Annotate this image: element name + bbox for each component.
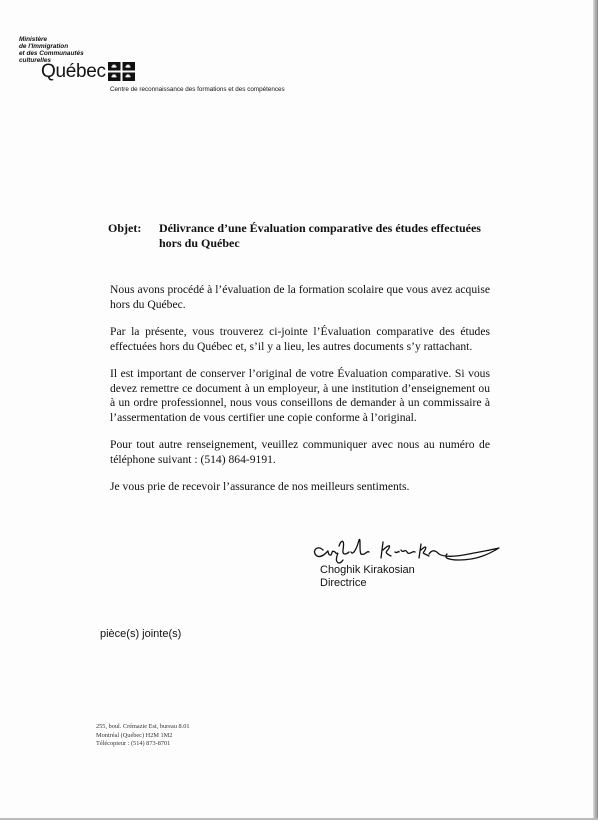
quebec-wordmark: Québec	[41, 61, 106, 82]
body-paragraph: Je vous prie de recevoir l’assurance de nos meilleurs sentiments.	[110, 480, 410, 494]
letter-body	[110, 283, 490, 507]
center-name: Centre de reconnaissance des formations et des compétences	[110, 86, 285, 93]
ministry-name	[19, 36, 84, 64]
ministry-line: culturelles	[19, 57, 51, 64]
subject-label: Objet:	[108, 221, 142, 235]
body-paragraph: Il est important de conserver l’original de votre Évaluation comparative. Si vous devez remettre ce document à un employeur, à une institution d’enseignement ou à un ordre professionnel, nous vous conseillons de demander à un commissaire à l’assermentation de vous certifier une copie conforme à l’original.	[110, 366, 490, 424]
ministry-line: de l'Immigration	[19, 43, 69, 50]
quebec-flag-logo	[108, 62, 135, 81]
ministry-line: et des Communautés	[19, 50, 84, 57]
scan-edge	[593, 0, 598, 820]
signatory-name: Choghik Kirakosian	[320, 564, 415, 576]
ministry-line: Ministère	[19, 36, 48, 43]
footer-line: Montréal (Québec) H2M 1M2	[96, 731, 173, 739]
handwritten-signature	[309, 530, 504, 568]
body-paragraph: Par la présente, vous trouverez ci-jointe l’Évaluation comparative des études effectuées hors du Québec et, s’il y a lieu, les autres documents s’y rattachant.	[110, 324, 490, 353]
attachment-note: pièce(s) jointe(s)	[100, 628, 182, 640]
footer-line: 255, boul. Crémazie Est, bureau 8.01	[96, 723, 190, 730]
subject-text: Délivrance d’une Évaluation comparative des études effectuées hors du Québec	[159, 221, 481, 250]
footer-line: Télécopieur : (514) 873-8701	[96, 740, 171, 747]
footer-address	[96, 723, 190, 749]
body-paragraph: Pour tout autre renseignement, veuillez communiquer avec nous au numéro de téléphone suivant : (514) 864-9191.	[110, 438, 490, 466]
signatory	[320, 564, 415, 590]
signatory-title: Directrice	[320, 577, 367, 589]
body-paragraph: Nous avons procédé à l’évaluation de la formation scolaire que vous avez acquise hors du Québec.	[110, 283, 490, 311]
